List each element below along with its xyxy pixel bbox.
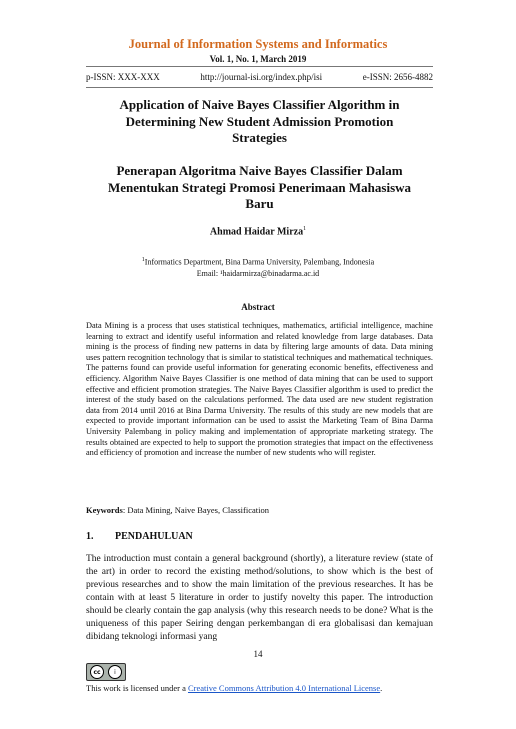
affiliation-line <box>0 255 516 268</box>
keywords <box>86 505 433 515</box>
page-number: 14 <box>253 649 263 659</box>
p-issn: p-ISSN: XXX-XXX <box>86 72 160 82</box>
title-line: Menentukan Strategi Promosi Penerimaan Mahasiswa <box>107 179 412 195</box>
license-link[interactable]: Creative Commons Attribution 4.0 International License <box>187 683 381 693</box>
license-prefix: This work is licensed under a <box>86 683 188 693</box>
section-number: 1. <box>86 531 94 542</box>
attribution-icon: i <box>108 665 122 679</box>
license-notice <box>86 683 433 693</box>
title-line: Determining New Student Admission Promotion <box>125 113 394 129</box>
cc-icon: cc <box>90 665 104 679</box>
abstract-heading: Abstract <box>241 302 275 312</box>
author-name <box>0 226 516 237</box>
author-name-text: Ahmad Haidar Mirza <box>209 226 304 238</box>
keywords-label: Keywords <box>86 505 123 515</box>
journal-title: Journal of Information Systems and Informatics <box>128 37 388 51</box>
affiliation-superscript: 1 <box>141 257 145 263</box>
journal-url[interactable]: http://journal-isi.org/index.php/isi <box>200 72 323 82</box>
section-heading <box>86 531 193 542</box>
license-suffix: . <box>380 683 383 693</box>
e-issn: e-ISSN: 2656-4882 <box>362 72 433 82</box>
keywords-text: : Data Mining, Naive Bayes, Classification <box>122 505 269 515</box>
title-line: Penerapan Algoritma Naive Bayes Classifier Dalam <box>116 163 403 178</box>
creative-commons-badge-icon[interactable] <box>86 663 126 681</box>
title-line: Baru <box>245 196 274 211</box>
paper-title-indonesian <box>86 163 433 213</box>
author-superscript: 1 <box>303 226 307 232</box>
introduction-text: The introduction must contain a general background (shortly), a literature review (state of the art) in order to record the existing method/solutions, to show which is the best of previous researches and to show the main limitation of the previous researches. It has be contain with at least 5 literature in order to justify novelty this paper. The introduction should be clearly contain the gap analysis (why this research needs to be done? What is the uniqueness of this paper Seiring dengan perkembangan di era globalisasi dan kemajuan dibidang teknologi informasi yang <box>86 554 433 642</box>
title-line: Strategies <box>232 130 287 145</box>
section-title: PENDAHULUAN <box>115 531 193 542</box>
issn-bar <box>86 66 433 88</box>
affiliation <box>0 255 516 279</box>
affiliation-text: Informatics Department, Bina Darma University, Palembang, Indonesia <box>144 257 375 267</box>
volume-info: Vol. 1, No. 1, March 2019 <box>209 54 307 64</box>
title-line: Application of Naive Bayes Classifier Algorithm in <box>119 97 400 112</box>
paper-title-english <box>86 97 433 147</box>
author-email: Email: ¹haidarmirza@binadarma.ac.id <box>196 268 320 278</box>
abstract-text: Data Mining is a process that uses statistical techniques, mathematics, artificial intelligence, machine learning to extract and identify useful information and related knowledge from large databases. Data mining is the process of finding new patterns in data by filtering large amounts of data. Data mining uses pattern recognition technology that is similar to statistical techniques and mathematical techniques. The patterns found can provide useful information for generating economic benefits, effectiveness and efficiency. Algorithm Naive Bayes Classifier is one method of data mining that can be used to support effective and efficient promotion strategies. The Naive Bayes Classifier algorithm is used to predict the interest of the study based on the calculations performed. The data used are new student registration data from 2014 until 2016 at Bina Darma University. The results of this study are new models that are expected to provide important information can be used to assist the Marketing Team of Bina Darma University Palembang in policy making and implementation of appropriate marketing strategy. The results obtained are expected to help to support the promotion strategies that impact on the effectiveness and efficiency of promotion and increase the number of new students who will register. <box>86 321 433 458</box>
